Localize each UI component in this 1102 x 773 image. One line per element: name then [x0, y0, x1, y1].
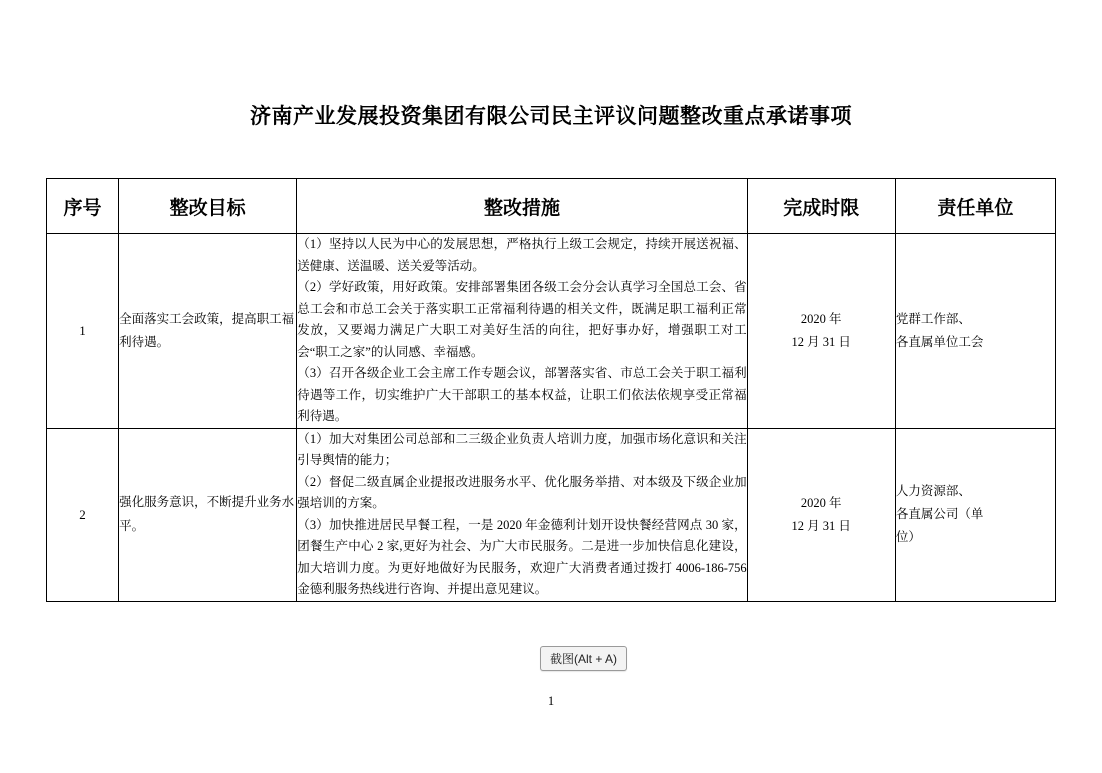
- cell-goal: 全面落实工会政策，提高职工福利待遇。: [119, 234, 297, 429]
- unit-line: 党群工作部、: [895, 311, 971, 326]
- column-header-deadline: 完成时限: [747, 179, 895, 234]
- cell-no: 1: [47, 234, 119, 429]
- cell-measure: [297, 428, 747, 601]
- measure-item: （3）加快推进居民早餐工程，一是 2020 年金德利计划开设快餐经营网点 30 家，团餐生产中心 2 家,更好为社会、为广大市民服务。二是进一步加快信息化建设，加大培训力度。为更好地做好为民服务，欢迎广大消费者通过拨打 4006-186-756 金德利服务热线进行咨询、并提出意见建议。: [297, 517, 747, 596]
- deadline-line: 2020 年: [800, 496, 842, 510]
- cell-unit: [895, 234, 1055, 429]
- cell-no: 2: [47, 428, 119, 601]
- measure-item: （2）学好政策，用好政策。安排部署集团各级工会分会认真学习全国总工会、省总工会和市总工会关于落实职工正常福利待遇的相关文件，既满足职工福利正常发放，又要竭力满足广大职工对美好生活的向往，把好事办好，增强职工对工会“职工之家”的认同感、幸福感。: [297, 280, 747, 359]
- column-header-goal: 整改目标: [119, 179, 297, 234]
- page-number: 1: [547, 694, 555, 708]
- cell-goal: 强化服务意识，不断提升业务水平。: [119, 428, 297, 601]
- column-header-no: 序号: [47, 179, 119, 234]
- cell-unit: [895, 428, 1055, 601]
- unit-line: 人力资源部、: [895, 483, 971, 498]
- measure-item: （1）加大对集团公司总部和二三级企业负责人培训力度，加强市场化意识和关注引导舆情的能力；: [297, 431, 747, 467]
- cell-measure: [297, 234, 747, 429]
- cell-deadline: [747, 234, 895, 429]
- column-header-unit: 责任单位: [895, 179, 1055, 234]
- measure-item: （3）召开各级企业工会主席工作专题会议，部署落实省、市总工会关于职工福利待遇等工作，切实维护广大干部职工的基本权益，让职工们依法依规享受正常福利待遇。: [297, 366, 747, 423]
- deadline-line: 12 月 31 日: [791, 518, 851, 533]
- column-header-measure: 整改措施: [297, 179, 747, 234]
- table-header-row: [47, 179, 1056, 234]
- unit-line: 位）: [895, 530, 921, 545]
- screenshot-shortcut-tooltip[interactable]: 截图(Alt + A): [540, 646, 627, 671]
- measure-item: （1）坚持以人民为中心的发展思想，严格执行上级工会规定，持续开展送祝福、送健康、送温暖、送关爱等活动。: [297, 237, 747, 273]
- page-title: 济南产业发展投资集团有限公司民主评议问题整改重点承诺事项: [250, 105, 852, 128]
- table-body: [47, 234, 1056, 602]
- table-header: [47, 179, 1056, 234]
- commitment-table: [46, 178, 1056, 602]
- table-container: [46, 130, 1056, 602]
- table-row: [47, 234, 1056, 429]
- unit-line: 各直属公司（单: [895, 506, 984, 521]
- measure-item: （2）督促二级直属企业提报改进服务水平、优化服务举措、对本级及下级企业加强培训的方案。: [297, 474, 747, 510]
- deadline-line: 12 月 31 日: [791, 334, 851, 349]
- deadline-line: 2020 年: [800, 312, 842, 327]
- table-row: [47, 428, 1056, 601]
- unit-line: 各直属单位工会: [895, 334, 984, 349]
- cell-deadline: [747, 428, 895, 601]
